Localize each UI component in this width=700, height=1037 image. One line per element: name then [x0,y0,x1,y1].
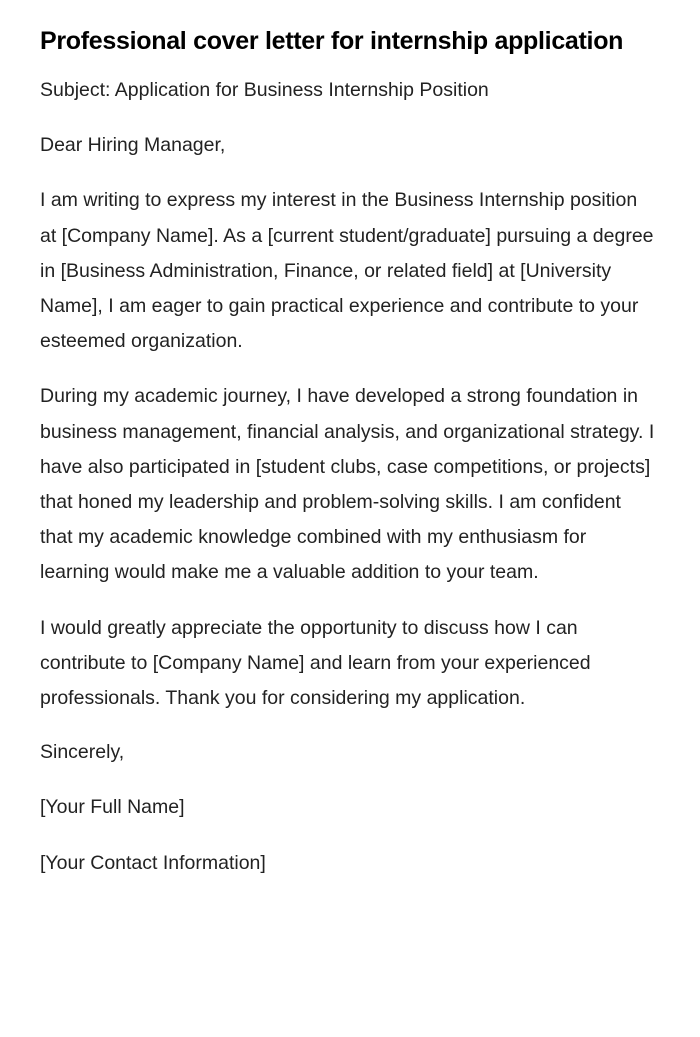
cover-letter-document [40,20,655,881]
letter-paragraph-intro: I am writing to express my interest in the Business Internship position at [Company Name]. As a [current student/graduate] pursuing a degree in [Business Administration, Finance, or related field] at [University Name], I am eager to gain practical experience and contribute to your esteemed organization. [40,189,654,353]
letter-paragraph-experience: During my academic journey, I have developed a strong foundation in business management, financial analysis, and organizational strategy. I have also participated in [student clubs, case competitions, or projects] that honed my leadership and problem-solving skills. I am confident that my academic knowledge combined with my enthusiasm for learning would make me a valuable addition to your team. [40,385,655,584]
document-title: Professional cover letter for internship application [40,27,624,55]
signature-contact: [Your Contact Information] [40,851,266,874]
letter-paragraph-closing: I would greatly appreciate the opportunity to discuss how I can contribute to [Company Name] and learn from your experienced professionals. Thank you for considering my application. [40,616,591,710]
letter-closing: Sincerely, [40,741,125,764]
letter-subject: Subject: Application for Business Internship Position [40,79,489,101]
signature-name: [Your Full Name] [40,796,185,819]
letter-salutation: Dear Hiring Manager, [40,134,226,157]
